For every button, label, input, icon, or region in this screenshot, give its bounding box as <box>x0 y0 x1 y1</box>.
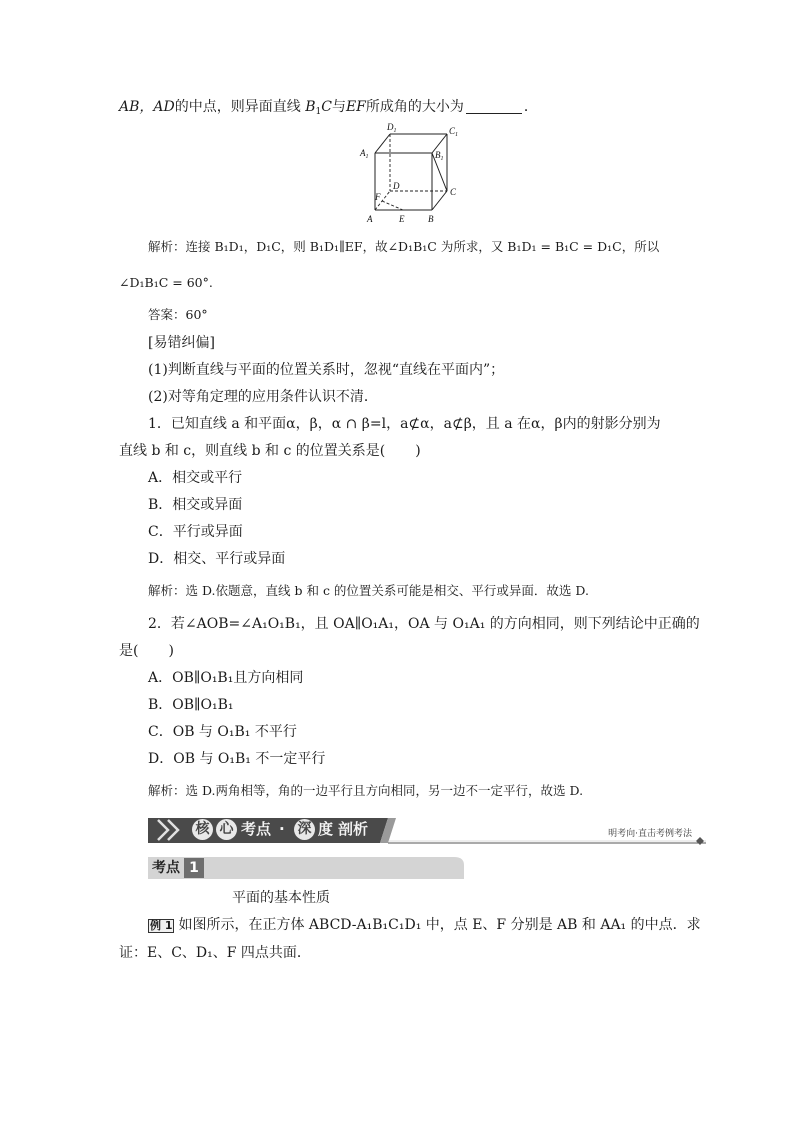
banner-right-text: 明考向·直击考例考法 <box>608 829 692 839</box>
q2-option-d[interactable]: D．OB 与 O₁B₁ 不一定平行 <box>148 751 326 767</box>
intro-b1c-sub: 1 <box>315 107 322 117</box>
q2-line-1: 2．若∠AOB=∠A₁O₁B₁，且 OA∥O₁A₁，OA 与 O₁A₁ 的方向相同，则下列结论中正确的 <box>148 616 700 632</box>
q1-line-2-text: 直线 b 和 c，则直线 b 和 c 的位置关系是( <box>119 443 386 459</box>
section-banner <box>148 815 706 845</box>
banner-char-1: 核 <box>192 819 213 840</box>
edge-a1d1 <box>375 134 390 153</box>
solution-1-line-1: 解析：连接 B₁D₁，D₁C，则 B₁D₁∥EF，故∠D₁B₁C 为所求，又 B₁D₁ = B₁C = D₁C，所以 <box>148 239 660 254</box>
q1-solution: 解析：选 D.依题意，直线 b 和 c 的位置关系可能是相交、平行或异面．故选 D. <box>148 583 589 598</box>
banner-text-3: 剖析 <box>338 820 369 838</box>
kaodian-number: 1 <box>184 858 204 878</box>
label-c: C <box>450 187 457 197</box>
label-b1: $B_1$ <box>435 150 444 162</box>
intro-and: 与 <box>331 99 346 115</box>
pitfall-1: (1)判断直线与平面的位置关系时，忽视“直线在平面内”； <box>148 362 505 378</box>
kaodian-label: 考点 <box>152 860 180 876</box>
section-title: [易错纠偏] <box>148 335 215 351</box>
edge-bc <box>432 191 447 210</box>
intro-b1c-tail: C <box>321 99 332 115</box>
intro-ef: EF <box>345 99 366 115</box>
label-d: D <box>393 181 400 191</box>
q2-option-c[interactable]: C．OB 与 O₁B₁ 不平行 <box>148 724 297 740</box>
q1-option-d[interactable]: D．相交、平行或异面 <box>148 551 286 567</box>
intro-mid: 的中点，则异面直线 <box>174 99 301 115</box>
q2-solution: 解析：选 D.两角相等，角的一边平行且方向相同，另一边不一定平行，故选 D. <box>148 783 584 798</box>
example-line-2: 证：E、C、D₁、F 四点共面． <box>119 945 311 961</box>
question-intro-line <box>119 98 538 116</box>
cube-figure <box>355 118 465 228</box>
label-b: B <box>428 214 434 224</box>
label-a: A <box>367 214 373 224</box>
q2-line-2-text: 是( <box>119 643 139 659</box>
label-f: F <box>375 192 381 202</box>
kaodian-title: 平面的基本性质 <box>232 890 330 906</box>
q1-line-1: 1．已知直线 a 和平面α，β，α ∩ β=l，a⊄α，a⊄β，且 a 在α，β内的射影分别为 <box>148 416 661 432</box>
banner-text-2: 度 <box>318 820 334 838</box>
intro-prefix: AB，AD <box>119 99 175 115</box>
q1-line-2 <box>119 442 421 460</box>
label-c1: $C_1$ <box>449 126 459 138</box>
q1-option-c[interactable]: C．平行或异面 <box>148 524 243 540</box>
example-tag: 例 1 <box>150 919 173 932</box>
label-d1: $D_1$ <box>387 122 397 134</box>
example-line-1 <box>148 916 701 934</box>
banner-char-2: 心 <box>216 819 237 840</box>
q2-option-b[interactable]: B．OB∥O₁B₁ <box>148 697 234 713</box>
q1-option-a[interactable]: A．相交或平行 <box>148 470 243 486</box>
answer-blank <box>466 99 522 114</box>
kaodian-header <box>148 857 464 879</box>
intro-b1c: B <box>305 99 316 115</box>
pitfall-2: (2)对等角定理的应用条件认识不清． <box>148 389 378 405</box>
diamond-icon <box>696 837 704 845</box>
q1-paren-close: ) <box>415 443 421 459</box>
banner-char-3: 深 <box>294 819 315 840</box>
answer-line: 答案：60° <box>148 307 208 322</box>
example-line-1-text: 如图所示，在正方体 ABCD-A₁B₁C₁D₁ 中，点 E、F 分别是 AB 和 AA₁ 的中点．求 <box>178 917 701 933</box>
label-e: E <box>399 214 405 224</box>
intro-end: ． <box>523 99 538 115</box>
q2-line-2 <box>119 642 174 660</box>
q2-option-a[interactable]: A．OB∥O₁B₁且方向相同 <box>148 670 304 686</box>
label-a1: $A_1$ <box>360 148 369 160</box>
segment-ef <box>382 201 403 210</box>
solution-1-line-2: ∠D₁B₁C = 60°. <box>119 275 213 290</box>
q2-paren-close: ) <box>168 643 174 659</box>
q1-option-b[interactable]: B．相交或异面 <box>148 497 243 513</box>
banner-dot: · <box>279 820 285 838</box>
intro-tail: 所成角的大小为 <box>365 99 464 115</box>
banner-text-1: 考点 <box>241 820 272 838</box>
